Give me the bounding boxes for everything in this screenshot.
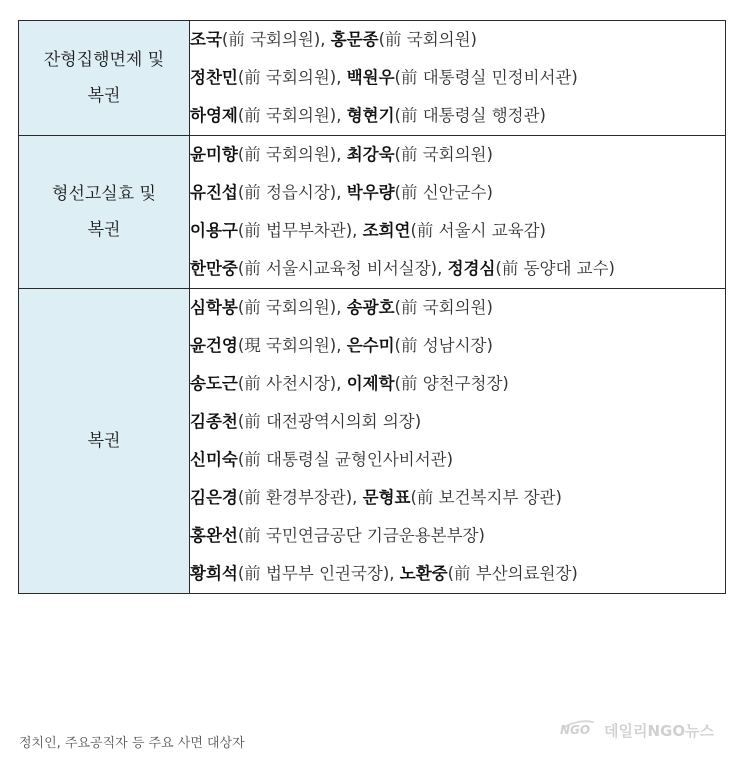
- person-title: (前 대전광역시의회 의장): [237, 412, 422, 431]
- person-name: 유진섭: [190, 183, 238, 202]
- category-label: 복권: [87, 220, 121, 240]
- person-name: 정경심: [447, 259, 496, 278]
- watermark: [556, 717, 732, 743]
- person-name: 윤건영: [190, 336, 238, 355]
- names-cell: [190, 136, 726, 289]
- list-item: [190, 479, 725, 517]
- category-cell: [19, 289, 190, 594]
- person-title: (前 국회의원): [394, 145, 493, 164]
- person-name: 조희연: [362, 221, 411, 240]
- list-item: [190, 327, 725, 365]
- person-name: 노환중: [399, 564, 448, 583]
- pardon-table: [18, 20, 726, 594]
- person-name: 조국: [190, 30, 222, 49]
- list-item: [190, 289, 725, 327]
- image-caption: 정치인, 주요공직자 등 주요 사면 대상자: [19, 736, 245, 751]
- person-name: 정찬민: [190, 68, 238, 87]
- ngo-logo-icon: NGO: [556, 719, 600, 741]
- person-title: (前 사천시장),: [237, 374, 347, 393]
- person-name: 백원우: [346, 68, 395, 87]
- person-name: 이제학: [346, 374, 395, 393]
- category-cell: [19, 136, 190, 289]
- category-label: 형선고실효 및: [52, 184, 156, 204]
- person-title: (前 대통령실 민정비서관): [394, 68, 578, 87]
- person-name: 김은경: [190, 488, 238, 507]
- list-item: [190, 136, 725, 174]
- person-title: (前 국회의원): [378, 30, 477, 49]
- person-title: (前 성남시장): [394, 336, 493, 355]
- person-name: 은수미: [346, 336, 395, 355]
- list-item: [190, 441, 725, 479]
- person-title: (前 국회의원): [394, 298, 493, 317]
- person-name: 형현기: [346, 106, 395, 125]
- pardon-table-body: [19, 21, 726, 594]
- person-name: 홍완선: [190, 526, 238, 545]
- list-item: [190, 250, 725, 288]
- person-title: (前 신안군수): [394, 183, 493, 202]
- person-title: (現 국회의원),: [237, 336, 347, 355]
- person-name: 홍문종: [330, 30, 379, 49]
- person-title: (前 국회의원),: [221, 30, 331, 49]
- person-name: 이용구: [190, 221, 238, 240]
- person-name: 송광호: [346, 298, 395, 317]
- person-title: (前 서울시 교육감): [410, 221, 546, 240]
- person-title: (前 법무부차관),: [237, 221, 363, 240]
- person-name: 신미숙: [190, 450, 238, 469]
- person-title: (前 국회의원),: [237, 68, 347, 87]
- pardon-list-figure: [18, 20, 726, 720]
- list-item: [190, 212, 725, 250]
- names-cell: [190, 289, 726, 594]
- list-item: [190, 174, 725, 212]
- person-title: (前 법무부 인권국장),: [237, 564, 400, 583]
- person-name: 박우량: [346, 183, 395, 202]
- person-title: (前 양천구청장): [394, 374, 509, 393]
- person-title: (前 부산의료원장): [447, 564, 578, 583]
- list-item: [190, 403, 725, 441]
- person-title: (前 보건복지부 장관): [410, 488, 562, 507]
- category-label: 복권: [87, 431, 121, 451]
- person-name: 최강욱: [346, 145, 395, 164]
- person-title: (前 대통령실 균형인사비서관): [237, 450, 454, 469]
- person-name: 윤미향: [190, 145, 238, 164]
- list-item: [190, 517, 725, 555]
- person-title: (前 대통령실 행정관): [394, 106, 546, 125]
- names-cell: [190, 21, 726, 136]
- row-sentence-exemption-reinstatement: [19, 21, 726, 136]
- person-title: (前 국회의원),: [237, 145, 347, 164]
- category-label: 복권: [87, 86, 121, 106]
- person-name: 김종천: [190, 412, 238, 431]
- person-name: 한만중: [190, 259, 238, 278]
- person-name: 하영제: [190, 106, 238, 125]
- person-title: (前 국민연금공단 기금운용본부장): [237, 526, 485, 545]
- list-item: [190, 97, 725, 135]
- list-item: [190, 365, 725, 403]
- person-title: (前 국회의원),: [237, 106, 347, 125]
- person-title: (前 정읍시장),: [237, 183, 347, 202]
- category-cell: [19, 21, 190, 136]
- person-title: (前 환경부장관),: [237, 488, 363, 507]
- person-title: (前 동양대 교수): [495, 259, 615, 278]
- person-title: (前 서울시교육청 비서실장),: [237, 259, 448, 278]
- category-label: 잔형집행면제 및: [43, 50, 165, 70]
- person-title: (前 국회의원),: [237, 298, 347, 317]
- list-item: [190, 21, 725, 59]
- list-item: [190, 59, 725, 97]
- row-sentence-invalidation-reinstatement: [19, 136, 726, 289]
- row-reinstatement: [19, 289, 726, 594]
- person-name: 송도근: [190, 374, 238, 393]
- person-name: 심학봉: [190, 298, 238, 317]
- person-name: 문형표: [362, 488, 411, 507]
- watermark-text: 데일리NGO뉴스: [604, 721, 715, 740]
- person-name: 황희석: [190, 564, 238, 583]
- list-item: [190, 555, 725, 593]
